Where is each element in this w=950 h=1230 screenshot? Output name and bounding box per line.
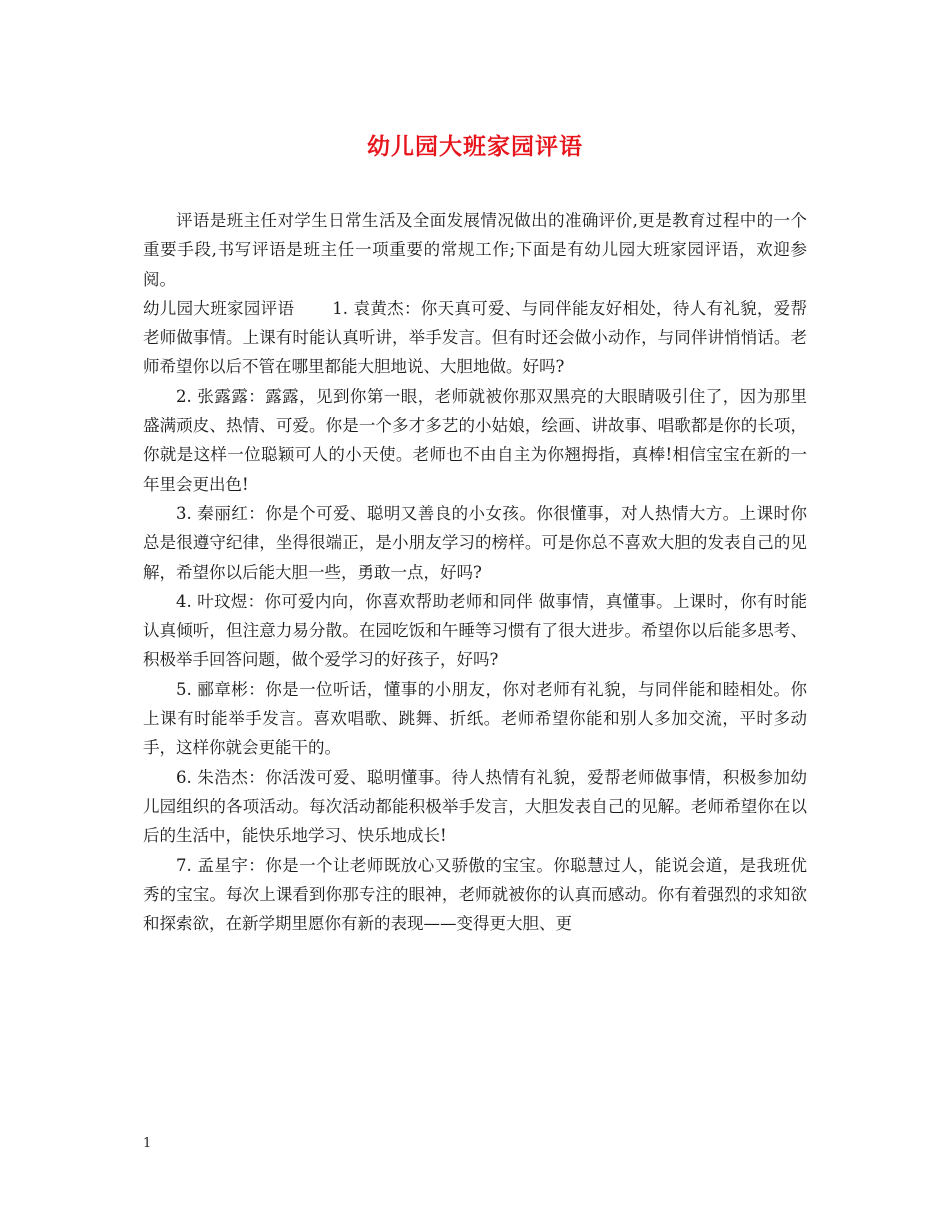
comment-item-1: 1. 袁黄杰：你天真可爱、与同伴能友好相处，待人有礼貌，爱帮老师做事情。上课有时能认真听讲，举手发言。但有时还会做小动作，与同伴讲悄悄话。老师希望你以后不管在哪里都能大胆地说、大胆地做。好吗? bbox=[143, 298, 807, 377]
section-heading: 幼儿园大班家园评语 bbox=[143, 298, 295, 318]
first-item-paragraph bbox=[143, 294, 807, 382]
comment-item-2: 2. 张露露：露露，见到你第一眼，老师就被你那双黑亮的大眼睛吸引住了，因为那里盛满顽皮、热情、可爱。你是一个多才多艺的小姑娘，绘画、讲故事、唱歌都是你的长项，你就是这样一位聪颖可人的小天使。老师也不由自主为你翘拇指，真棒!相信宝宝在新的一年里会更出色! bbox=[143, 386, 807, 494]
intro-paragraph: 评语是班主任对学生日常生活及全面发展情况做出的准确评价,更是教育过程中的一个重要手段,书写评语是班主任一项重要的常规工作;下面是有幼儿园大班家园评语，欢迎参阅。 bbox=[143, 211, 807, 289]
document-title: 幼儿园大班家园评语 bbox=[367, 133, 583, 160]
comment-item-7: 7. 孟星宇：你是一个让老师既放心又骄傲的宝宝。你聪慧过人，能说会道，是我班优秀的宝宝。每次上课看到你那专注的眼神，老师就被你的认真而感动。你有着强烈的求知欲和探索欲，在新学期里愿你有新的表现——变得更大胆、更 bbox=[143, 855, 807, 934]
comment-item-3: 3. 秦丽红：你是个可爱、聪明又善良的小女孩。你很懂事，对人热情大方。上课时你总是很遵守纪律，坐得很端正，是小朋友学习的榜样。可是你总不喜欢大胆的发表自己的见解，希望你以后能大胆一些，勇敢一点，好吗? bbox=[143, 503, 807, 582]
page-number: 1 bbox=[143, 1136, 152, 1151]
comment-item-4: 4. 叶玟煜：你可爱内向，你喜欢帮助老师和同伴 做事情，真懂事。上课时，你有时能认真倾听，但注意力易分散。在园吃饭和午睡等习惯有了很大进步。希望你以后能多思考、积极举手回答问题，做个爱学习的好孩子，好吗? bbox=[143, 591, 807, 670]
comment-item-5: 5. 郦章彬：你是一位听话，懂事的小朋友，你对老师有礼貌，与同伴能和睦相处。你上课有时能举手发言。喜欢唱歌、跳舞、折纸。老师希望你能和别人多加交流，平时多动手，这样你就会更能干的。 bbox=[143, 679, 807, 758]
comment-item-6: 6. 朱浩杰：你活泼可爱、聪明懂事。待人热情有礼貌，爱帮老师做事情，积极参加幼儿园组织的各项活动。每次活动都能积极举手发言，大胆发表自己的见解。老师希望你在以后的生活中，能快乐地学习、快乐地成长! bbox=[143, 767, 807, 846]
document-body bbox=[143, 206, 807, 938]
